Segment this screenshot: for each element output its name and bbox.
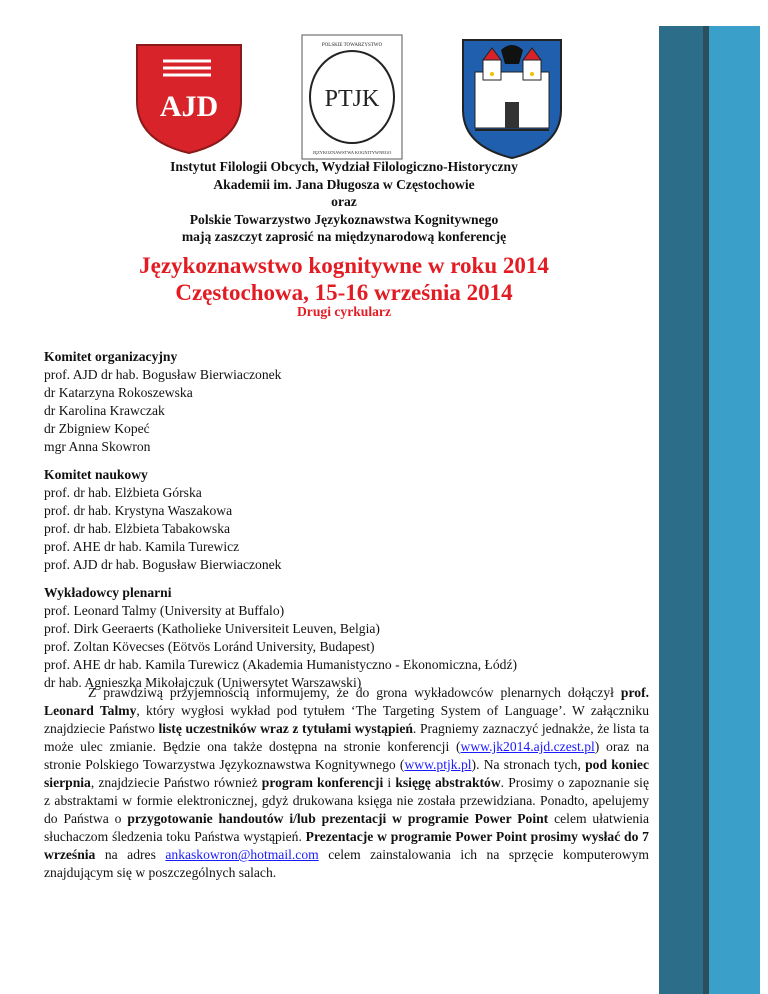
speaker-item: prof. Dirk Geeraerts (Katholieke Universiteit Leuven, Belgia)	[44, 621, 380, 636]
ptjk-logo	[301, 34, 403, 160]
plenary-speakers	[44, 584, 644, 692]
heading-line-4: Polskie Towarzystwo Językoznawstwa Kognitywnego	[189, 211, 499, 227]
body-paragraph	[44, 684, 649, 882]
body-bold: program konferencji	[261, 775, 384, 790]
committee-member: prof. AJD dr hab. Bogusław Bierwiaczonek	[44, 557, 282, 572]
body-text: , który wygłosi wykład pod tytułem ‘The Targeting System of Language’. W załączniku znajdziecie Państwo	[44, 703, 650, 736]
circular-label: Drugi cyrkularz	[296, 304, 391, 319]
speaker-item: prof. AHE dr hab. Kamila Turewicz (Akademia Humanistyczno - Ekonomiczna, Łódź)	[44, 657, 518, 672]
body-text: na adres	[104, 847, 156, 862]
body-text: . Prosimy o zapoznanie się z abstraktami w formie elektronicznej, gdyż drukowana księga nie została przewidziana. Ponadto, apelujemy do Państwa o	[44, 775, 649, 826]
sidebar-light-stripe	[709, 26, 760, 994]
scientific-committee	[44, 466, 644, 574]
plenary-speakers-title: Wykładowcy plenarni	[44, 585, 172, 600]
body-bold: pod koniec sierpnia	[44, 757, 649, 790]
body-text: . Pragniemy zaznaczyć jednakże, że lista ta może ulec zmianie. Będzie ona także dostępna na stronie konferencji (	[44, 721, 650, 754]
committee-member: prof. AJD dr hab. Bogusław Bierwiaczonek	[44, 367, 282, 382]
ptjk-top-text: POLSKIE TOWARZYSTWO	[321, 43, 383, 48]
speaker-item: prof. Leonard Talmy (University at Buffalo)	[44, 603, 285, 618]
committee-member: mgr Anna Skowron	[44, 439, 151, 454]
body-bold: listę uczestników wraz z tytułami wystąpień	[158, 721, 413, 736]
committee-member: prof. dr hab. Elżbieta Górska	[44, 485, 202, 500]
committee-member: prof. AHE dr hab. Kamila Turewicz	[44, 539, 240, 554]
body-bold: Prezentacje w programie Power Point prosimy wysłać do 7 września	[44, 829, 649, 862]
committee-member: dr Katarzyna Rokoszewska	[44, 385, 193, 400]
body-bold: prof. Leonard Talmy	[44, 685, 649, 718]
committee-member: dr Zbigniew Kopeć	[44, 421, 150, 436]
conference-title	[40, 252, 648, 306]
scientific-committee-title: Komitet naukowy	[44, 467, 148, 482]
ptjk-website-link[interactable]: www.ptjk.pl	[404, 757, 472, 772]
ajd-logo-text: AJD	[159, 90, 219, 123]
heading-line-1: Instytut Filologii Obcych, Wydział Filologiczno-Historyczny	[170, 159, 518, 174]
ajd-logo	[133, 41, 245, 155]
heading-line-3: oraz	[331, 194, 357, 209]
heading-line-2: Akademii im. Jana Długosza w Częstochowie	[213, 176, 475, 192]
body-text: i	[387, 775, 392, 790]
committee-member: prof. dr hab. Elżbieta Tabakowska	[44, 521, 231, 536]
body-text: celem zainstalowania ich na sprzęcie komputerowym znajdującym się w poszczególnych salach.	[44, 847, 649, 880]
city-coat-of-arms	[461, 38, 563, 160]
conference-website-link[interactable]: www.jk2014.ajd.czest.pl	[460, 739, 595, 754]
ptjk-bottom-text: JĘZYKOZNAWSTWA KOGNITYWNEGO	[312, 150, 392, 155]
body-text: celem ułatwienia słuchaczom śledzenia toku Państwa wystąpień.	[44, 811, 650, 844]
body-text: ). Na stronach tych,	[471, 757, 581, 772]
body-text: ) oraz na stronie Polskiego Towarzystwa Językoznawstwa Kognitywnego (	[44, 739, 650, 772]
conference-title-line-2: Częstochowa, 15-16 września 2014	[175, 280, 513, 305]
committee-member: dr Karolina Krawczak	[44, 403, 165, 418]
ptjk-letters: PTJK	[324, 86, 380, 112]
organizing-committee	[44, 348, 644, 456]
speaker-item: prof. Zoltan Kövecses (Eötvös Loránd University, Budapest)	[44, 639, 375, 654]
conference-title-line-1: Językoznawstwo kognitywne w roku 2014	[139, 253, 549, 278]
contact-email-link[interactable]: ankaskowron@hotmail.com	[165, 847, 319, 862]
heading-line-5: mają zaszczyt zaprosić na międzynarodową konferencję	[181, 229, 507, 244]
invitation-heading	[40, 158, 648, 246]
committee-member: prof. dr hab. Krystyna Waszakowa	[44, 503, 233, 518]
speaker-item: dr hab. Agnieszka Mikołajczuk (Uniwersytet Warszawski)	[44, 675, 362, 690]
body-bold: księgę abstraktów	[395, 775, 501, 790]
body-text: , znajdziecie Państwo również	[90, 775, 258, 790]
body-bold: przygotowanie handoutów i/lub prezentacji w programie Power Point	[127, 811, 549, 826]
organizing-committee-title: Komitet organizacyjny	[44, 349, 178, 364]
body-text: Z prawdziwą przyjemnością informujemy, że do grona wykładowców plenarnych dołączył	[88, 685, 614, 700]
